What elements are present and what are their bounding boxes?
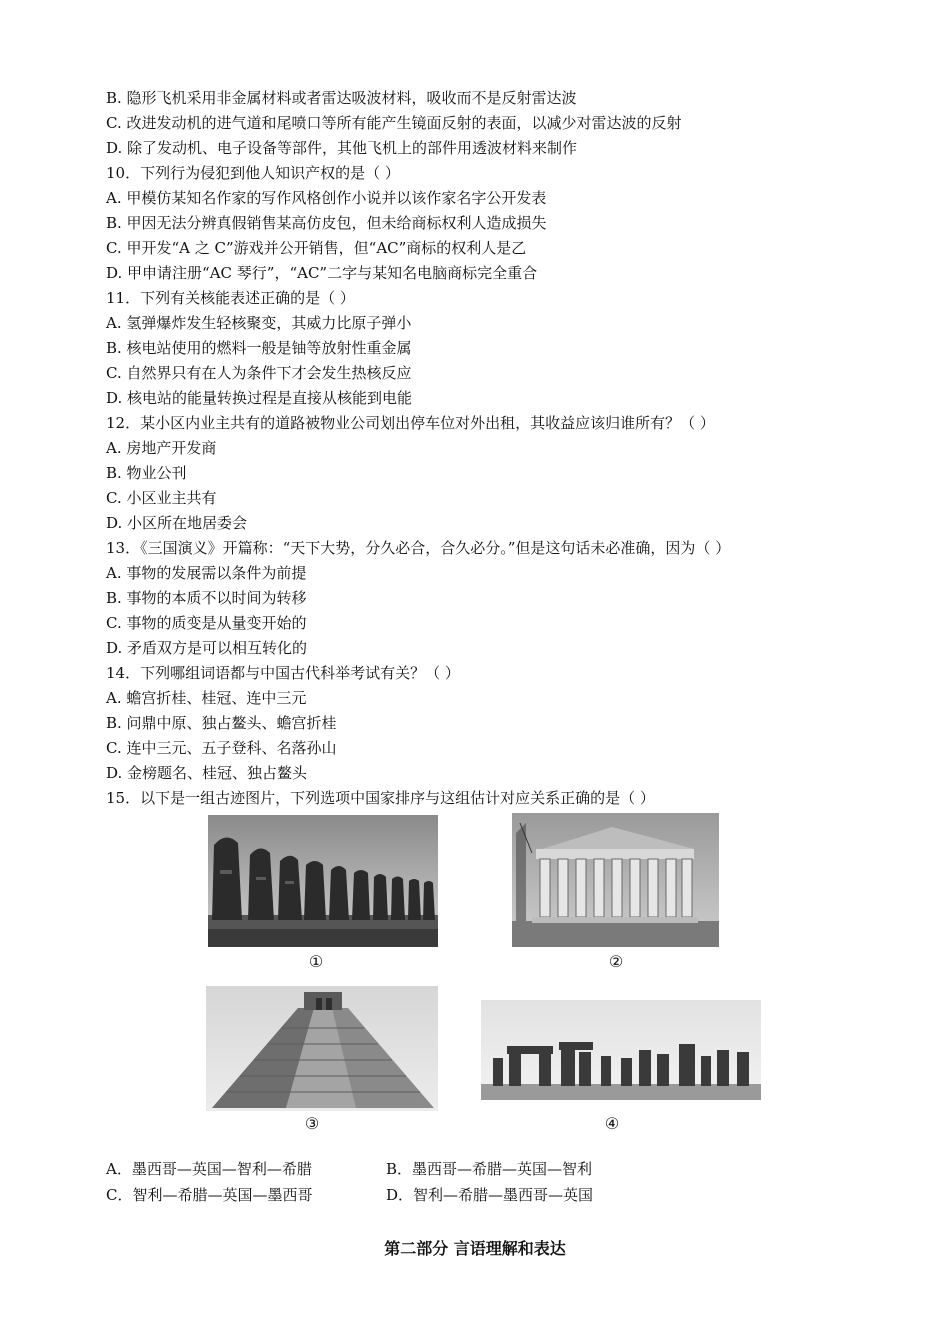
text-line: B. 问鼎中原、独占鳌头、蟾宫折桂 <box>106 714 337 732</box>
text-line: D. 金榜题名、桂冠、独占鳌头 <box>106 764 308 782</box>
text-line: C. 改进发动机的进气道和尾喷口等所有能产生镜面反射的表面，以减少对雷达波的反射 <box>106 114 682 132</box>
option-b: B．墨西哥—希腊—英国—智利 <box>386 1160 593 1178</box>
figure-label-1: ① <box>308 952 324 971</box>
text-line: A. 甲模仿某知名作家的写作风格创作小说并以该作家名字公开发表 <box>106 189 547 207</box>
question-15: 15．以下是一组古迹图片，下列选项中国家排序与这组估计对应关系正确的是（ ） <box>106 789 655 807</box>
figure-label-3: ③ <box>304 1114 320 1133</box>
stonehenge-image <box>481 1000 761 1100</box>
text-line: B. 物业公刊 <box>106 464 187 482</box>
text-line: A. 房地产开发商 <box>106 439 217 457</box>
parthenon-image <box>512 813 719 947</box>
question-13: 13．《三国演义》开篇称：“天下大势，分久必合，合久必分。”但是这句话未必准确，因为（ ） <box>106 539 731 557</box>
text-line: B. 隐形飞机采用非金属材料或者雷达吸波材料，吸收而不是反射雷达波 <box>106 89 577 107</box>
section-title: 第二部分 言语理解和表达 <box>384 1239 566 1258</box>
option-c: C．智利—希腊—英国—墨西哥 <box>106 1186 313 1204</box>
question-12: 12．某小区内业主共有的道路被物业公司划出停车位对外出租，其收益应该归谁所有？（ ） <box>106 414 715 432</box>
text-line: B. 核电站使用的燃料一般是铀等放射性重金属 <box>106 339 412 357</box>
figure-label-4: ④ <box>604 1114 620 1133</box>
text-line: C. 小区业主共有 <box>106 489 217 507</box>
figure-label-2: ② <box>608 952 624 971</box>
text-line: A. 蟾宫折桂、桂冠、连中三元 <box>106 689 307 707</box>
text-line: A. 氢弹爆炸发生轻核聚变，其威力比原子弹小 <box>106 314 412 332</box>
moai-statues-image <box>208 815 438 947</box>
option-a: A．墨西哥—英国—智利—希腊 <box>106 1160 312 1178</box>
text-line: D. 矛盾双方是可以相互转化的 <box>106 639 308 657</box>
text-line: D. 核电站的能量转换过程是直接从核能到电能 <box>106 389 413 407</box>
text-line: D. 甲申请注册“AC 琴行”，“AC”二字与某知名电脑商标完全重合 <box>106 264 538 282</box>
text-line: D. 除了发动机、电子设备等部件，其他飞机上的部件用透波材料来制作 <box>106 139 578 157</box>
text-line: A. 事物的发展需以条件为前提 <box>106 564 307 582</box>
question-10: 10．下列行为侵犯到他人知识产权的是（ ） <box>106 164 400 182</box>
text-line: C. 连中三元、五子登科、名落孙山 <box>106 739 337 757</box>
option-d: D．智利—希腊—墨西哥—英国 <box>386 1186 594 1204</box>
text-line: D. 小区所在地居委会 <box>106 514 248 532</box>
text-line: C. 事物的质变是从量变开始的 <box>106 614 307 632</box>
question-14: 14．下列哪组词语都与中国古代科举考试有关？（ ） <box>106 664 460 682</box>
text-line: B. 事物的本质不以时间为转移 <box>106 589 307 607</box>
text-line: C. 甲开发“A 之 C”游戏并公开销售，但“AC”商标的权利人是乙 <box>106 239 527 257</box>
text-line: B. 甲因无法分辨真假销售某高仿皮包，但未给商标权利人造成损失 <box>106 214 547 232</box>
text-line: C. 自然界只有在人为条件下才会发生热核反应 <box>106 364 412 382</box>
mayan-pyramid-image <box>206 986 438 1111</box>
question-11: 11．下列有关核能表述正确的是（ ） <box>106 289 355 307</box>
